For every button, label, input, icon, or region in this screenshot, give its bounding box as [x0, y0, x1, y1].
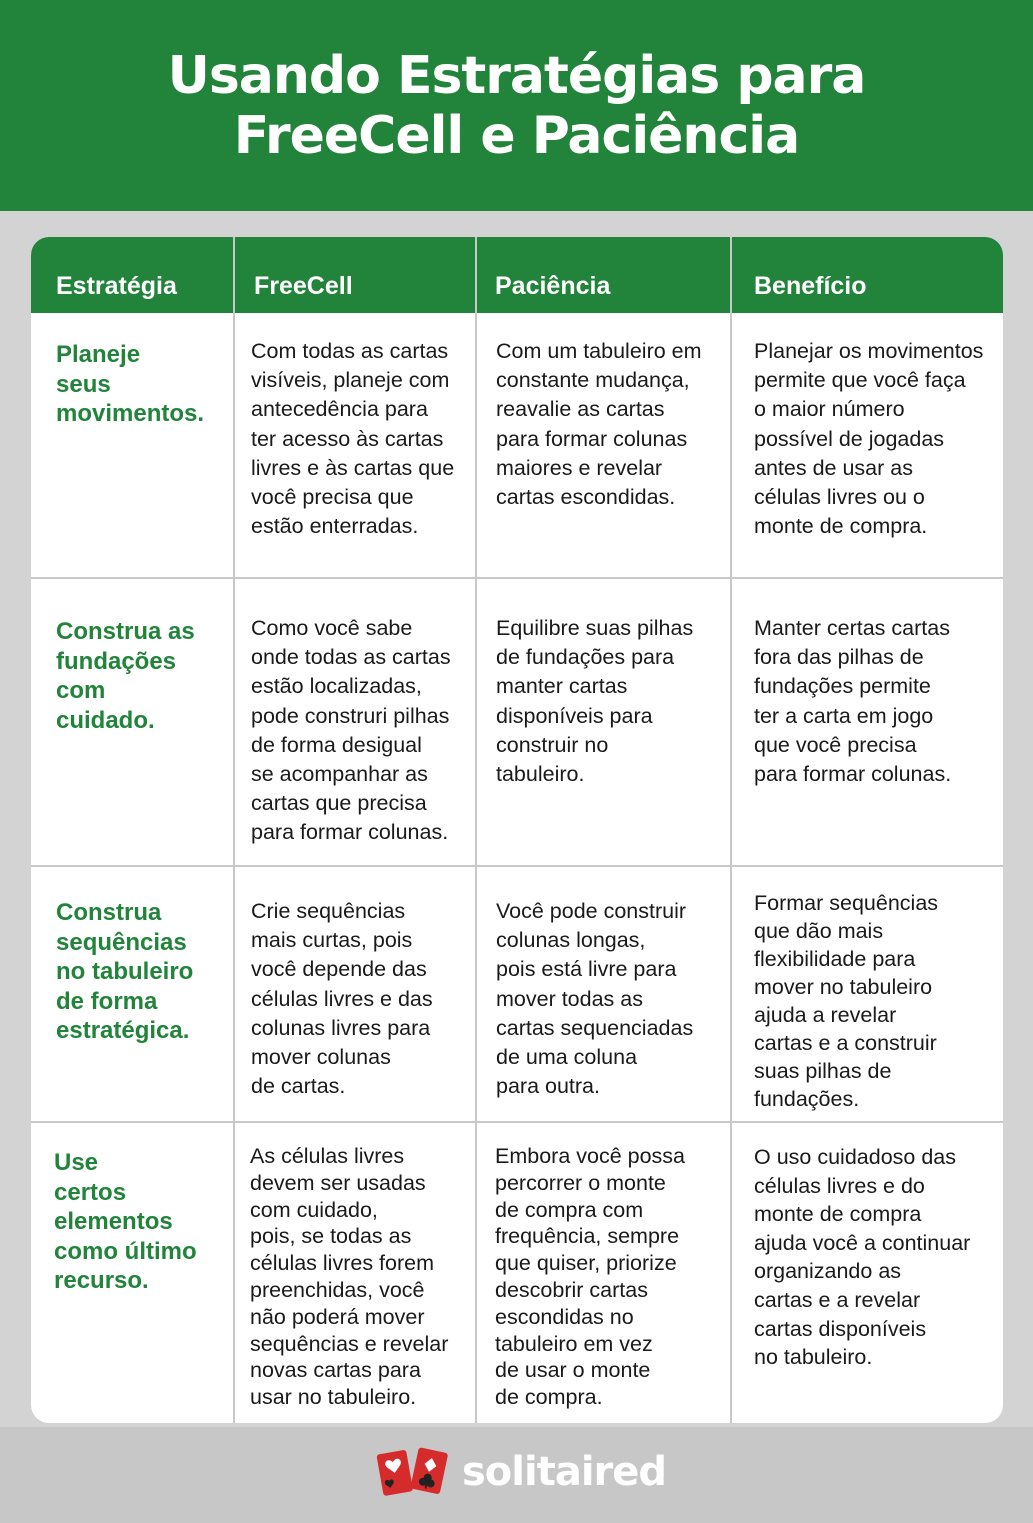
cell-line: você precisa que — [251, 485, 414, 510]
cell-line: mover no tabuleiro — [754, 975, 933, 999]
cell-line: As células livres — [250, 1144, 405, 1168]
strategy-line: elementos — [54, 1208, 173, 1235]
column-divider — [233, 237, 235, 1423]
row-3-freecell — [251, 897, 433, 1101]
row-2-beneficio — [754, 614, 951, 789]
cell-line: fundações. — [754, 1087, 860, 1111]
cell-line: constante mudança, — [496, 368, 690, 393]
strategy-line: de forma — [56, 987, 158, 1015]
cell-line: Formar sequências — [754, 891, 939, 915]
row-3-paciencia — [496, 897, 693, 1101]
cell-line: Equilibre suas pilhas — [496, 616, 694, 640]
cell-line: sequências e revelar — [250, 1331, 449, 1356]
cell-line: manter cartas — [496, 674, 628, 699]
cell-line: novas cartas para — [250, 1358, 421, 1383]
cell-line: de usar o monte — [495, 1358, 651, 1383]
cell-line: de cartas. — [251, 1074, 346, 1099]
row-4-freecell — [250, 1143, 448, 1411]
strategy-line: fundações — [56, 647, 177, 675]
cell-line: organizando as — [754, 1259, 902, 1284]
cell-line: no tabuleiro. — [754, 1345, 873, 1370]
row-divider — [31, 1121, 1003, 1123]
cell-line: Manter certas cartas — [754, 616, 950, 640]
row-1-freecell — [251, 337, 454, 541]
row-2-paciencia — [496, 614, 693, 789]
cell-line: Embora você possa — [495, 1144, 686, 1168]
cell-line: percorrer o monte — [495, 1170, 666, 1195]
cell-line: para formar colunas — [496, 426, 688, 451]
cell-line: antecedência para — [251, 397, 428, 422]
page-title-line1: Usando Estratégias para — [167, 45, 866, 106]
row-2-strategy — [56, 617, 195, 735]
cell-line: colunas livres para — [251, 1015, 431, 1040]
cell-line: onde todas as cartas — [251, 645, 451, 670]
row-3-strategy — [56, 898, 193, 1046]
cell-line: tabuleiro. — [496, 762, 585, 787]
row-3-beneficio — [754, 889, 938, 1113]
strategy-line: sequências — [56, 928, 187, 956]
cell-line: fundações permite — [754, 674, 931, 699]
cell-line: visíveis, planeje com — [251, 368, 450, 393]
cell-line: de fundações para — [496, 645, 675, 670]
column-divider — [475, 237, 477, 1423]
column-divider — [730, 237, 732, 1423]
cell-line: usar no tabuleiro. — [250, 1385, 417, 1410]
strategy-line: recurso. — [54, 1267, 149, 1294]
row-4-beneficio — [754, 1143, 970, 1372]
cell-line: de compra com — [495, 1197, 644, 1222]
cell-line: cartas sequenciadas — [496, 1015, 694, 1040]
cell-line: células livres e do — [754, 1173, 925, 1198]
cell-line: para formar colunas. — [251, 820, 449, 845]
strategy-line: certos — [54, 1178, 127, 1206]
cell-line: suas pilhas de — [754, 1059, 892, 1083]
cell-line: livres e às cartas que — [251, 455, 455, 480]
row-4-strategy — [54, 1148, 197, 1296]
cell-line: não poderá mover — [250, 1304, 425, 1329]
cell-line: pois está livre para — [496, 957, 677, 982]
strategy-line: com — [56, 677, 106, 704]
cell-line: monte de compra. — [754, 514, 928, 539]
strategy-line: estratégica. — [56, 1017, 190, 1044]
cell-line: escondidas no — [495, 1304, 634, 1329]
cell-line: que dão mais — [754, 919, 884, 943]
cell-line: cartas disponíveis — [754, 1316, 927, 1341]
cell-line: de compra. — [495, 1385, 603, 1410]
cell-line: monte de compra — [754, 1202, 922, 1227]
cell-line: tabuleiro em vez — [495, 1331, 653, 1356]
column-header-paciencia: Paciência — [495, 271, 611, 300]
column-header-freecell: FreeCell — [254, 271, 353, 300]
cell-line: cartas escondidas. — [496, 485, 676, 510]
cell-line: células livres e das — [251, 986, 433, 1011]
cell-line: pode construri pilhas — [251, 703, 450, 728]
strategy-line: Construa as — [56, 618, 195, 645]
cell-line: reavalie as cartas — [496, 397, 665, 422]
cell-line: Com todas as cartas — [251, 339, 449, 363]
strategy-line: movimentos. — [56, 400, 205, 427]
cell-line: possível de jogadas — [754, 426, 945, 451]
cell-line: ajuda a revelar — [754, 1003, 897, 1027]
strategy-line: Use — [54, 1149, 99, 1176]
column-header-beneficio: Benefício — [754, 271, 867, 300]
cell-line: Planejar os movimentos — [754, 339, 984, 363]
cell-line: Crie sequências — [251, 899, 406, 923]
cell-line: O uso cuidadoso das — [754, 1145, 956, 1169]
strategy-line: Planeje — [56, 341, 141, 368]
cell-line: de uma coluna — [496, 1045, 638, 1070]
cell-line: o maior número — [754, 397, 905, 422]
cell-line: mover colunas — [251, 1045, 391, 1070]
brand-logo — [376, 1444, 666, 1500]
strategy-line: Construa — [56, 899, 162, 926]
cell-line: flexibilidade para — [754, 947, 916, 971]
cell-line: células livres forem — [250, 1251, 434, 1276]
cell-line: cartas e a revelar — [754, 1287, 921, 1312]
cell-line: cartas que precisa — [251, 791, 427, 816]
row-1-beneficio — [754, 337, 983, 541]
cell-line: cartas e a construir — [754, 1031, 937, 1055]
row-divider — [31, 865, 1003, 867]
cell-line: fora das pilhas de — [754, 645, 924, 670]
cell-line: ter a carta em jogo — [754, 703, 934, 728]
page-header — [0, 0, 1033, 211]
cell-line: devem ser usadas — [250, 1170, 426, 1195]
cell-line: que quiser, priorize — [495, 1251, 677, 1276]
cell-line: construir no — [496, 732, 609, 757]
table-header-row — [31, 237, 1003, 313]
strategy-line: no tabuleiro — [56, 958, 194, 985]
cell-line: estão enterradas. — [251, 514, 419, 539]
cell-line: estão localizadas, — [251, 674, 422, 699]
cell-line: permite que você faça — [754, 368, 966, 393]
cell-line: disponíveis para — [496, 703, 653, 728]
cell-line: mais curtas, pois — [251, 928, 413, 953]
strategy-line: cuidado. — [56, 706, 155, 734]
cell-line: para formar colunas. — [754, 762, 952, 787]
column-header-strategy: Estratégia — [56, 271, 177, 300]
cell-line: colunas longas, — [496, 928, 646, 953]
cell-line: antes de usar as — [754, 455, 913, 480]
cell-line: para outra. — [496, 1074, 600, 1099]
cell-line: ajuda você a continuar — [754, 1230, 971, 1255]
cell-line: com cuidado, — [250, 1197, 378, 1222]
strategy-line: como último — [54, 1237, 197, 1265]
strategy-line: seus — [56, 370, 111, 398]
cell-line: Com um tabuleiro em — [496, 339, 702, 363]
row-divider — [31, 577, 1003, 579]
page-title — [168, 46, 866, 166]
cell-line: maiores e revelar — [496, 455, 663, 480]
cell-line: você depende das — [251, 957, 427, 982]
row-1-strategy — [56, 340, 204, 429]
cell-line: de forma desigual — [251, 732, 422, 757]
cell-line: se acompanhar as — [251, 762, 428, 787]
playing-cards-logo-icon — [376, 1444, 452, 1500]
row-2-freecell — [251, 614, 451, 848]
cell-line: ter acesso às cartas — [251, 426, 444, 451]
cell-line: Você pode construir — [496, 899, 687, 923]
cell-line: frequência, sempre — [495, 1224, 680, 1249]
strategy-table — [31, 237, 1003, 1423]
cell-line: Como você sabe — [251, 616, 413, 640]
cell-line: preenchidas, você — [250, 1277, 425, 1302]
row-4-paciencia — [495, 1143, 685, 1411]
cell-line: que você precisa — [754, 732, 917, 757]
brand-name: solitaired — [462, 1449, 667, 1495]
row-1-paciencia — [496, 337, 702, 512]
cell-line: mover todas as — [496, 986, 643, 1011]
cell-line: células livres ou o — [754, 485, 925, 510]
page-title-line2: FreeCell e Paciência — [233, 105, 800, 166]
cell-line: pois, se todas as — [250, 1224, 412, 1249]
cell-line: descobrir cartas — [495, 1277, 648, 1302]
